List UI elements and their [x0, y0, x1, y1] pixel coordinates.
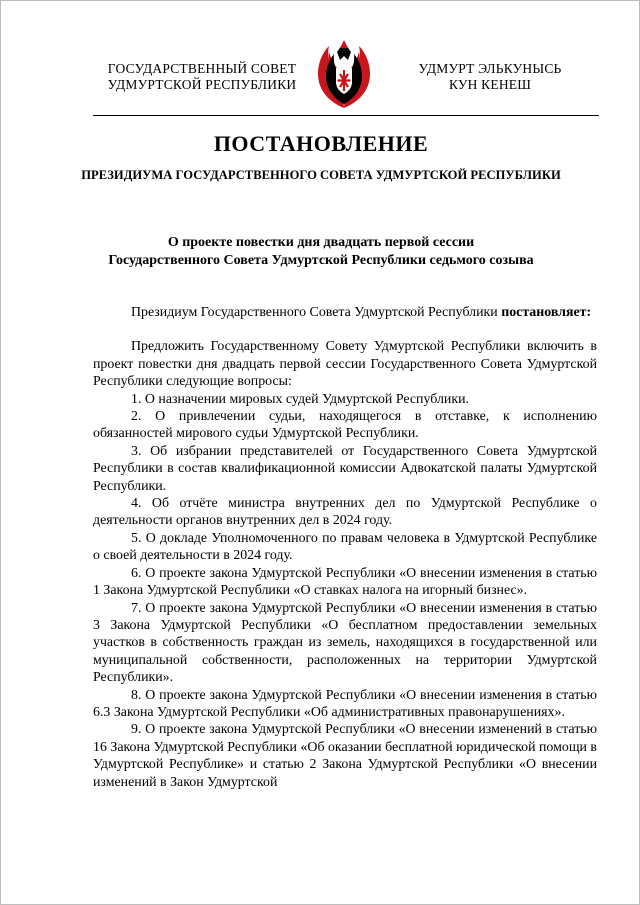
agenda-item-text: О привлечении судьи, находящегося в отставке, к исполнению обязанностей мирового судьи Удмуртской Республики.	[93, 409, 597, 442]
preamble-verb: постановляет:	[501, 305, 592, 320]
agenda-item-text: О проекте закона Удмуртской Республики «О внесении изменения в статью 6.3 Закона Удмуртской Республики «Об административных правонарушениях».	[93, 687, 597, 720]
agenda-item-number: 6.	[131, 565, 142, 581]
agenda-item-number: 2.	[131, 409, 142, 425]
agenda-item	[93, 530, 597, 565]
agenda-item-text: О назначении мировых судей Удмуртской Республики.	[144, 391, 469, 407]
intro-paragraph: Предложить Государственному Совету Удмуртской Республики включить в проект повестки дня двадцать первой сессии Государственного Совета Удмуртской Республики следующие вопросы:	[93, 339, 597, 390]
agenda-item	[93, 391, 597, 408]
resolution-heading	[1, 234, 640, 270]
issuer-name-russian	[97, 61, 307, 93]
agenda-item	[93, 721, 597, 791]
agenda-item	[93, 495, 597, 530]
preamble-paragraph	[93, 304, 597, 321]
issuer-name-udm-line1: УДМУРТ ЭЛЬКУНЫСЬ	[418, 61, 562, 76]
issuer-name-udmurt	[401, 61, 579, 93]
agenda-item-text: О проекте закона Удмуртской Республики «О внесении изменения в статью 3 Закона Удмуртской Республики «О бесплатном предоставлении земельных участков в собственность граждан из земель, находящихся в государственной или муниципальной собственности, расположенных на территории Удмуртской Республики».	[93, 600, 597, 686]
agenda-items-list	[93, 391, 597, 791]
agenda-item	[93, 600, 597, 687]
agenda-item	[93, 443, 597, 495]
agenda-item-number: 9.	[131, 722, 142, 738]
header-divider	[93, 115, 599, 116]
udmurtia-coat-of-arms-icon	[315, 38, 373, 110]
agenda-item-text: О проекте закона Удмуртской Республики «О внесении изменений в статью 16 Закона Удмуртской Республики «Об оказании бесплатной юридической помощи в Удмуртской Республике» и статью 2 Закона Удмуртской Республики «О внесении изменений в Закон Удмуртской	[93, 722, 597, 790]
agenda-item	[93, 408, 597, 443]
issuer-name-udm-line2: КУН КЕНЕШ	[448, 77, 532, 92]
agenda-item	[93, 565, 597, 600]
agenda-item-text: О докладе Уполномоченного по правам человека в Удмуртской Республике о своей деятельности в 2024 году.	[93, 530, 597, 564]
issuer-name-ru-line1: ГОСУДАРСТВЕННЫЙ СОВЕТ	[107, 61, 297, 76]
heading-line2: Государственного Совета Удмуртской Республики седьмого созыва	[108, 253, 534, 268]
agenda-item-text: Об отчёте министра внутренних дел по Удмуртской Республике о деятельности органов внутренних дел в 2024 году.	[93, 496, 597, 529]
agenda-item-number: 8.	[131, 687, 142, 703]
agenda-item-number: 1.	[131, 391, 142, 407]
agenda-item-number: 4.	[131, 496, 142, 512]
document-title: ПОСТАНОВЛЕНИЕ	[213, 131, 429, 156]
preamble-text: Президиум Государственного Совета Удмуртской Республики	[131, 305, 498, 320]
issuer-name-ru-line2: УДМУРТСКОЙ РЕСПУБЛИКИ	[107, 77, 297, 92]
agenda-item-text: О проекте закона Удмуртской Республики «О внесении изменения в статью 1 Закона Удмуртской Республики «О ставках налога на игорный бизнес».	[93, 565, 597, 599]
agenda-item	[93, 687, 597, 722]
agenda-item-number: 3.	[131, 443, 142, 459]
agenda-item-number: 5.	[131, 530, 142, 546]
agenda-item-number: 7.	[131, 600, 142, 616]
document-body	[93, 304, 597, 791]
document-subtitle: ПРЕЗИДИУМА ГОСУДАРСТВЕННОГО СОВЕТА УДМУРТСКОЙ РЕСПУБЛИКИ	[81, 168, 561, 182]
heading-line1: О проекте повестки дня двадцать первой сессии	[167, 235, 475, 250]
agenda-item-text: Об избрании представителей от Государственного Совета Удмуртской Республики в состав квалификационной комиссии Адвокатской палаты Удмуртской Республики.	[93, 443, 597, 494]
